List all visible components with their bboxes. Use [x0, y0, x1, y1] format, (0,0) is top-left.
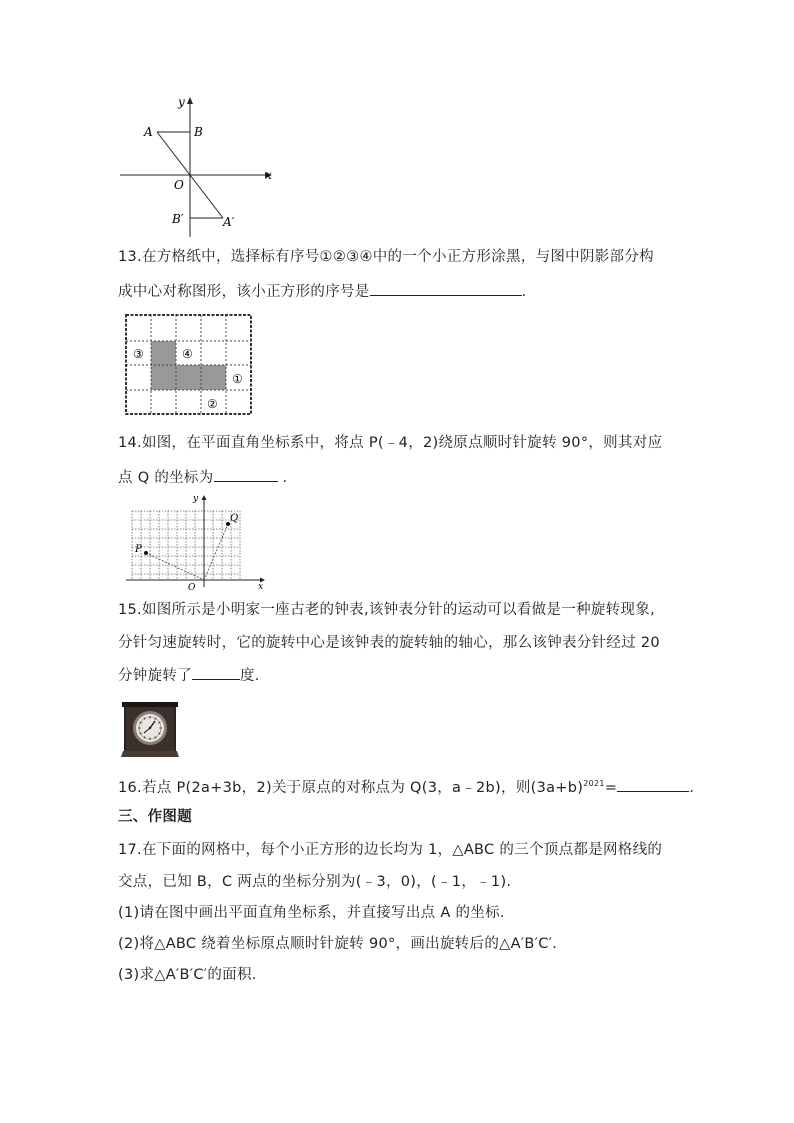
q17-line2: 交点，已知 B，C 两点的坐标分别为(﹣3，0)，(﹣1，﹣1). [118, 874, 512, 890]
q13-line1: 13.在方格纸中，选择标有序号①②③④中的一个小正方形涂黑，与图中阴影部分构 [118, 249, 654, 265]
figure-q13-grid [124, 313, 254, 417]
answer-blank-q15[interactable] [192, 665, 240, 680]
grid-label-4: ④ [182, 347, 193, 361]
answer-blank-q14[interactable] [214, 467, 278, 482]
point-q-label: Q [230, 513, 239, 524]
point-a-prime-label: A′ [223, 215, 235, 229]
point-a-label: A [144, 125, 153, 139]
q14-line2-end: . [277, 470, 288, 486]
q15-line3-end: 度. [240, 668, 260, 684]
section-title: 三、作图题 [118, 809, 192, 825]
q17-sub1: (1)请在图中画出平面直角坐标系，并直接写出点 A 的坐标. [118, 905, 505, 921]
q16-text: 16.若点 P(2a+3b，2)关于原点的对称点为 Q(3，a﹣2b)，则(3a+b) [118, 780, 584, 796]
q17-line1: 17.在下面的网格中，每个小正方形的边长均为 1，△ABC 的三个顶点都是网格线的 [118, 842, 663, 858]
q17-sub2: (2)将△ABC 绕着坐标原点顺时针旋转 90°，画出旋转后的△A′B′C′. [118, 936, 558, 952]
grid-label-1: ① [232, 372, 243, 386]
q15-line2: 分针匀速旋转时，它的旋转中心是该钟表的旋转轴的轴心，那么该钟表分针经过 20 [118, 635, 660, 651]
axis-y-label: y [193, 494, 199, 504]
q13-line2-end: . [521, 284, 527, 300]
q14-line1: 14.如图，在平面直角坐标系中，将点 P(﹣4，2)绕原点顺时针旋转 90°，则其对应 [118, 435, 663, 451]
q15-line1: 15.如图所示是小明家一座古老的钟表,该钟表分针的运动可以看做是一种旋转现象, [118, 602, 655, 618]
point-b-prime-label: B′ [172, 212, 184, 226]
axis-x-label: x [265, 168, 272, 182]
grid-label-3: ③ [133, 347, 144, 361]
q16-exponent: 2021 [583, 779, 605, 789]
figure-q14-coordinate-grid [124, 492, 269, 592]
q13-line2-text: 成中心对称图形，该小正方形的序号是 [118, 284, 370, 300]
origin-label: O [188, 583, 196, 592]
axis-x-label: x [258, 582, 264, 592]
clock-image [120, 697, 180, 759]
point-b-label: B [194, 125, 203, 139]
grid-label-2: ② [207, 397, 218, 411]
axis-y-label: y [178, 95, 185, 109]
q14-line2 [118, 467, 287, 488]
figure-q12-axes [115, 92, 280, 242]
q15-line3-text: 分钟旋转了 [118, 668, 192, 684]
q17-sub3: (3)求△A′B′C′的面积. [118, 967, 257, 983]
point-p-label: P [135, 544, 142, 555]
answer-blank-q13[interactable] [370, 281, 522, 296]
q15-line3 [118, 665, 260, 686]
origin-label: O [174, 178, 184, 192]
point-p [144, 551, 148, 555]
q16-line [118, 777, 694, 798]
q13-line2 [118, 281, 527, 302]
q14-line2-text: 点 Q 的坐标为 [118, 470, 214, 486]
answer-blank-q16[interactable] [617, 777, 689, 792]
q16-equals: = [604, 780, 618, 796]
q16-end: . [689, 780, 695, 796]
